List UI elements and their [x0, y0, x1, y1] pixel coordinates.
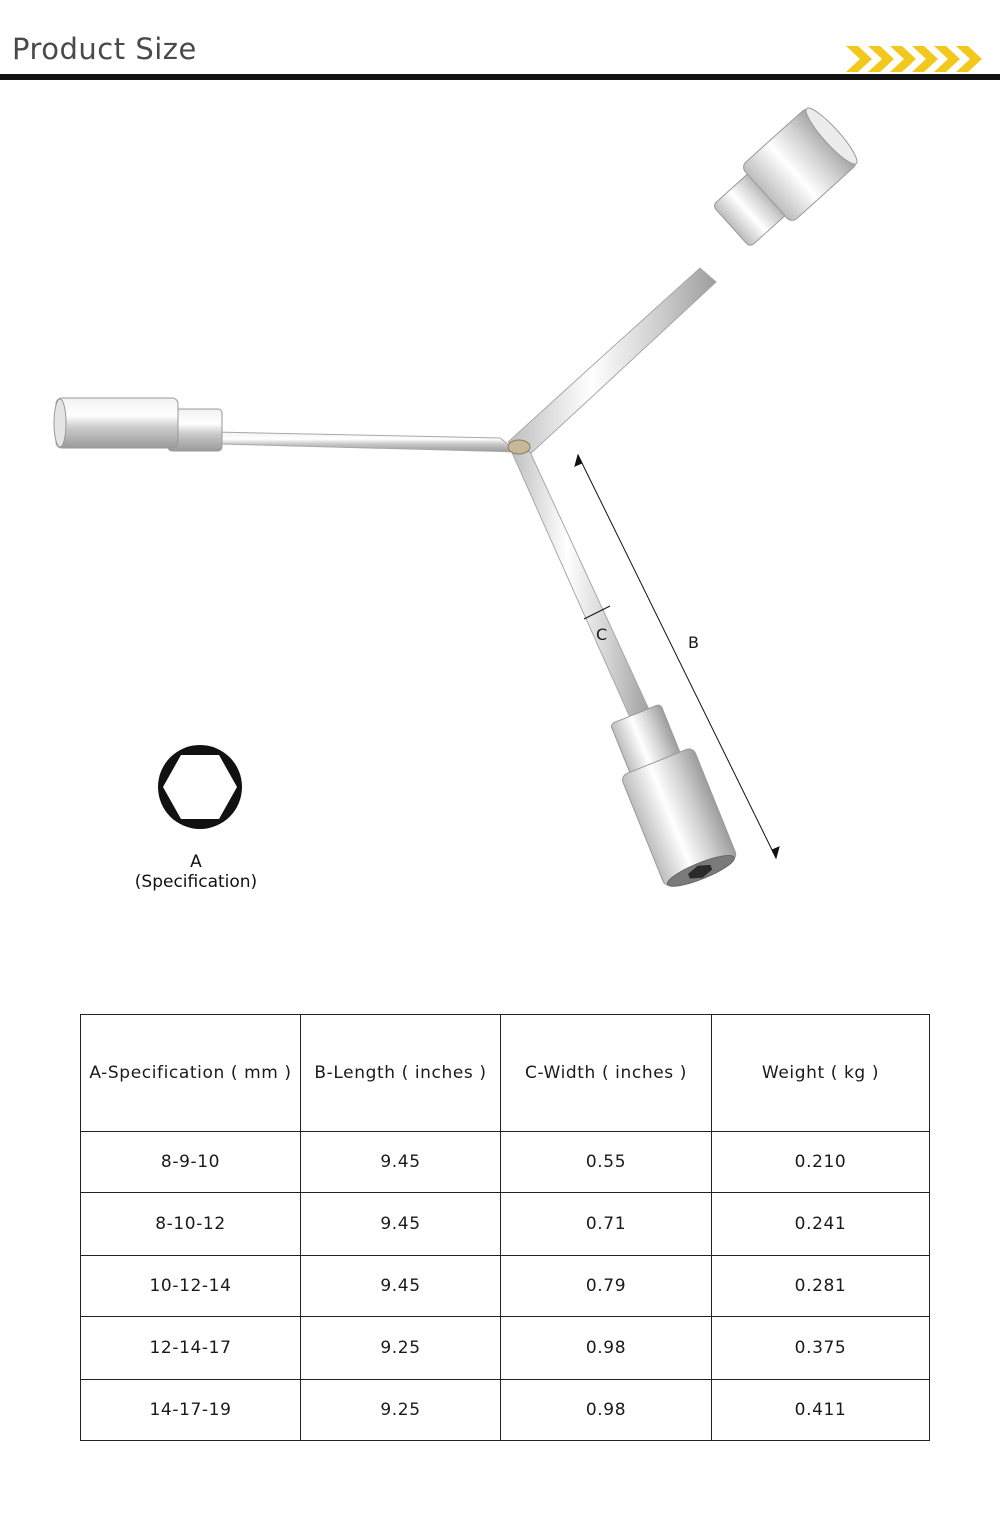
table-row [81, 1256, 930, 1317]
weld-joint [508, 440, 530, 454]
table-cell: 0.98 [501, 1380, 712, 1441]
table-cell: 9.25 [301, 1380, 501, 1441]
table-cell: 0.411 [712, 1380, 930, 1441]
table-cell: 0.281 [712, 1256, 930, 1317]
lower-arm [510, 448, 740, 893]
chevron-right-icon [846, 44, 986, 74]
table-cell: 8-9-10 [81, 1132, 301, 1193]
table-cell: 12-14-17 [81, 1317, 301, 1380]
table-cell: 9.45 [301, 1132, 501, 1193]
table-cell: 9.25 [301, 1317, 501, 1380]
page-title: Product Size [12, 32, 197, 66]
width-label: C [596, 625, 608, 644]
column-header: C-Width ( inches ) [501, 1015, 712, 1132]
table-cell: 9.45 [301, 1256, 501, 1317]
left-arm [54, 398, 518, 452]
column-header: B-Length ( inches ) [301, 1015, 501, 1132]
table-cell: 0.79 [501, 1256, 712, 1317]
wrench-diagram [0, 90, 1000, 920]
table-row [81, 1317, 930, 1380]
header-divider [0, 74, 1000, 80]
upper-arm [508, 102, 863, 456]
table-cell: 10-12-14 [81, 1256, 301, 1317]
page-header [0, 0, 1000, 82]
table-cell: 0.98 [501, 1317, 712, 1380]
table-cell: 9.45 [301, 1193, 501, 1256]
table-cell: 0.71 [501, 1193, 712, 1256]
hexagon-spec-icon [158, 745, 242, 829]
table-cell: 0.210 [712, 1132, 930, 1193]
table-cell: 0.55 [501, 1132, 712, 1193]
table-cell: 8-10-12 [81, 1193, 301, 1256]
table-row [81, 1193, 930, 1256]
table-cell: 0.375 [712, 1317, 930, 1380]
spec-label-caption: (Specification) [134, 872, 258, 892]
spec-label [96, 852, 296, 892]
table-row [81, 1132, 930, 1193]
table-cell: 0.241 [712, 1193, 930, 1256]
column-header: Weight ( kg ) [712, 1015, 930, 1132]
table-cell: 14-17-19 [81, 1380, 301, 1441]
size-table [80, 1014, 930, 1441]
table-row [81, 1380, 930, 1441]
table-header-row [81, 1015, 930, 1132]
spec-label-letter: A [190, 852, 202, 872]
length-label: B [688, 633, 699, 652]
column-header: A-Specification ( mm ) [81, 1015, 301, 1132]
